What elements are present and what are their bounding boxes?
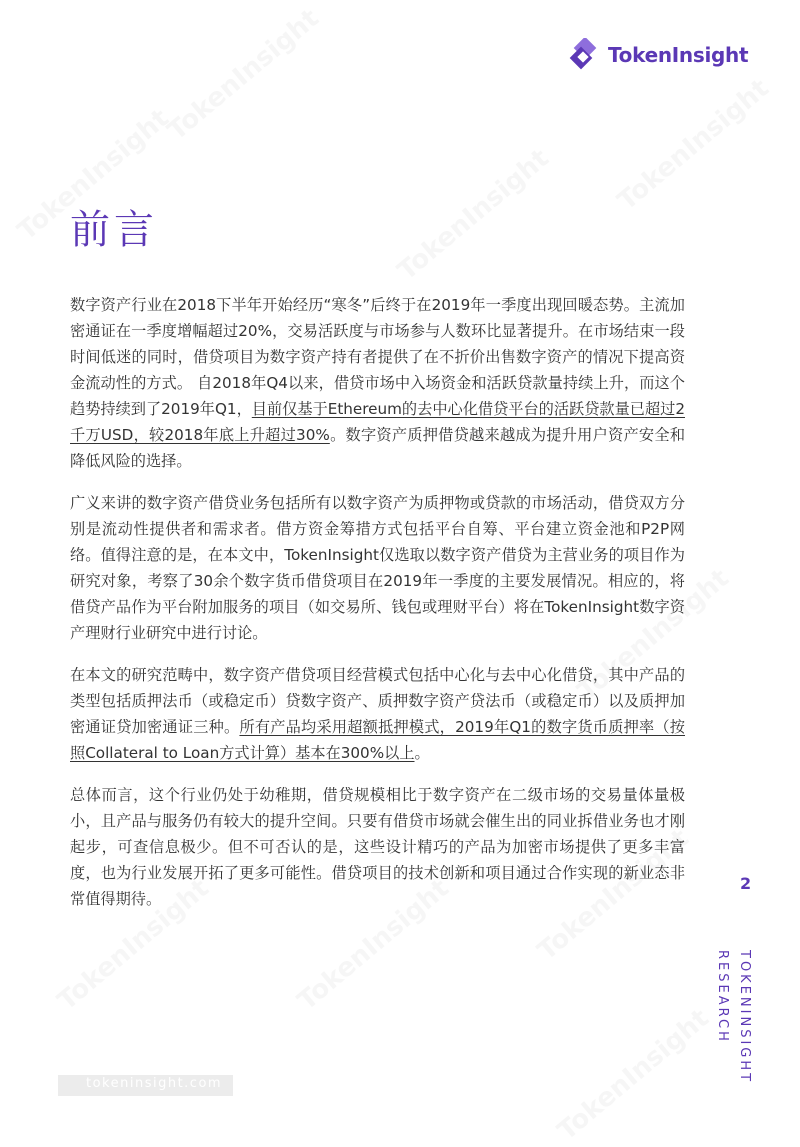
side-label-research: RESEARCH [715,950,730,1044]
footer-link[interactable]: tokeninsight.com [86,1076,223,1091]
paragraph: 在本文的研究范畴中，数字资产借贷项目经营模式包括中心化与去中心化借贷，其中产品的类型包括质押法币（或稳定币）贷数字资产、质押数字资产贷法币（或稳定币）以及质押加密通证贷加密通证三种。所有产品均采用超额抵押模式，2019年Q1的数字货币质押率（按照Collateral to Loan方式计算）基本在300%以上。 [70,666,685,762]
side-label-brand: TOKENINSIGHT [737,950,752,1085]
page-title: 前言 [70,207,158,253]
paragraph: 数字资产行业在2018下半年开始经历“寒冬”后终于在2019年一季度出现回暖态势。主流加密通证在一季度增幅超过20%，交易活跃度与市场参与人数环比显著提升。在市场结束一段时间低迷的同时，借贷项目为数字资产持有者提供了在不折价出售数字资产的情况下提高资金流动性的方式。 自2018年Q4以来，借贷市场中入场资金和活跃贷款量持续上升，而这个趋势持续到了2019年Q1，目前仅基于Ethereum的去中心化借贷平台的活跃贷款量已超过2千万USD，较2018年底上升超过30%。数字资产质押借贷越来越成为提升用户资产安全和降低风险的选择。 [70,296,686,470]
brand-logo[interactable] [568,38,748,72]
watermark [162,3,325,146]
watermark [552,1003,715,1146]
paragraph: 总体而言，这个行业仍处于幼稚期，借贷规模相比于数字资产在二级市场的交易量体量极小，且产品与服务仍有较大的提升空间。只要有借贷市场就会催生出的同业拆借业务也才刚起步，可查信息极少。但不可否认的是，这些设计精巧的产品为加密市场提供了更多丰富度，也为行业发展开拓了更多可能性。借贷项目的技术创新和项目通过合作实现的新业态非常值得期待。 [70,786,685,908]
highlight-text: 目前仅基于Ethereum的去中心化借贷平台的活跃贷款量已超过2千万USD，较2018年底上升超过30% [70,400,685,444]
watermark [612,73,775,216]
highlight-text: 所有产品均采用超额抵押模式，2019年Q1的数字货币质押率（按照Collateral to Loan方式计算）基本在300%以上 [70,718,685,762]
tokeninsight-logo-icon [568,38,602,72]
document-body [70,292,685,928]
side-label [712,950,754,1084]
paragraph: 广义来讲的数字资产借贷业务包括所有以数字资产为质押物或贷款的市场活动，借贷双方分别是流动性提供者和需求者。借方资金筹措方式包括平台自筹、平台建立资金池和P2P网络。值得注意的是，在本文中，TokenInsight仅选取以数字资产借贷为主营业务的项目作为研究对象，考察了30余个数字货币借贷项目在2019年一季度的主要发展情况。相应的，将借贷产品作为平台附加服务的项目（如交易所、钱包或理财平台）将在TokenInsight数字资产理财行业研究中进行讨论。 [70,494,685,642]
page-number: 2 [740,874,752,893]
brand-name: TokenInsight [608,43,749,67]
watermark [392,143,555,286]
